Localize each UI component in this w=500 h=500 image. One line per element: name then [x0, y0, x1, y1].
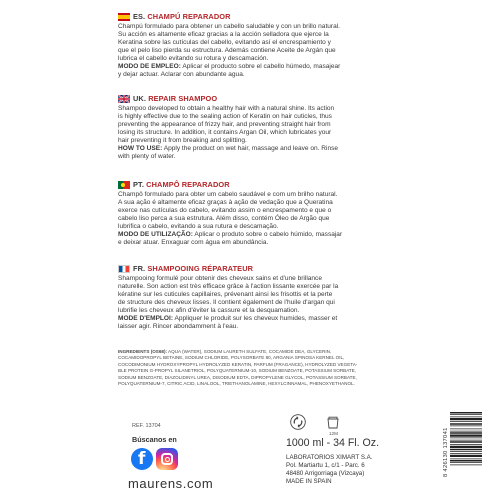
lab-name: LABORATORIOS XIMART S.A. — [286, 454, 373, 461]
description-line: Champú formulado para obtener un cabello saludable y con un brillo natural. — [118, 23, 341, 30]
description-line: losing its structure. In addition, it contains Argan Oil, which lubricates your — [118, 129, 332, 137]
section-uk-title — [133, 95, 217, 103]
language-code: FR. — [133, 263, 146, 273]
howto-line: e deixar atuar. Enxaguar com água em abundância. — [118, 239, 269, 247]
barcode-bar — [450, 462, 482, 463]
barcode-bar — [450, 435, 482, 437]
description-line: exerce nas cutículas do cabelo, evitando assim o encrespamento e que o — [118, 207, 332, 215]
description-line: Keratina sobre las cutículas del cabello, evitando así el encrespamiento y — [118, 39, 331, 47]
product-name: CHAMPÚ REPARADOR — [147, 11, 231, 21]
howto-label: MODE D'EMPLOI: — [118, 315, 174, 323]
portugal-flag-icon — [118, 181, 130, 189]
description-line: naturelle. Son action est très efficace grâce à l'action lissante exercée par la — [118, 283, 339, 291]
barcode-bar — [450, 446, 482, 448]
barcode-bar — [450, 460, 482, 462]
howto-line: y dejar actuar. Aclarar con abundante agua. — [118, 71, 245, 79]
howto-label: HOW TO USE: — [118, 145, 163, 153]
barcode-bar — [450, 423, 482, 425]
description-line: preventing the appearance of frizzy hair, and preventing straight hair from — [118, 121, 331, 129]
howto-line — [118, 315, 478, 323]
ingredients-line: SODIUM BENZOATE, DIAZOLIDINYL UREA, DISODIUM EDTA, DIPROPYLENE GLYCOL, POTASSIUM SORBATE, — [118, 374, 357, 380]
barcode-bar — [450, 418, 482, 420]
description-line: lubrifie les cheveux afin d'éviter la cassure et la desquamation. — [118, 307, 300, 315]
manufacturer-info — [286, 454, 373, 486]
barcode-bar — [450, 432, 482, 434]
instagram-icon[interactable] — [156, 448, 178, 470]
description-line: Shampooing formulé pour obtenir des cheveux sains et d'une brillance — [118, 275, 322, 282]
barcode-bar — [450, 444, 482, 445]
lab-address-2: 48480 Arrigorriaga (Vizcaya) — [286, 469, 365, 477]
ingredients-code: (OS68): — [150, 349, 168, 354]
howto-text: Apply the product on wet hair, massage and leave on. Rinse — [162, 145, 339, 153]
section-uk — [118, 94, 478, 161]
ingredients-label: INGREDIENTS — [118, 349, 150, 354]
section-es-header — [118, 12, 478, 22]
find-us-text: Búscanos en — [132, 435, 177, 444]
barcode-bar — [450, 455, 482, 457]
ingredients-line: COCODIMONIUM HYDROXYPROPYL HYDROLYZED KERATIN, PARFUM (FRAGANCE), HYDROLYZED VEGETA- — [118, 361, 358, 367]
howto-text: Appliquer le produit sur les cheveux humides, masser et — [173, 315, 338, 323]
barcode-bar — [450, 465, 482, 466]
description-line: is highly effective due to the sealing action of Keratin on hair cuticles, thus — [118, 113, 332, 121]
description-line: Su acción es altamente eficaz gracias a la acción selladora que ejerce la — [118, 31, 329, 39]
website-url[interactable]: maurens.com — [128, 476, 214, 491]
barcode-bar — [450, 429, 482, 430]
section-pt-title — [133, 181, 230, 189]
ingredients-line: COCAMIDOPROPYL BETAINE, SODIUM CHLORIDE, POLYSORBATE 80, ARGANIA SPINOSA KERNEL OIL, — [118, 355, 345, 361]
facebook-glyph: f — [138, 449, 146, 469]
ingredients-line: BLE PROTEIN G-PROPYL SILANETRIOL, POLYQUATERNIUM-10, SODIUM BENZOATE, POTASSIUM SORBATE, — [118, 368, 357, 374]
howto-text: Aplicar el producto sobre el cabello húmedo, masajear — [180, 63, 341, 71]
ingredients-list — [118, 349, 480, 387]
product-name: SHAMPOOING RÉPARATEUR — [147, 263, 254, 273]
howto-label: MODO DE EMPLEO: — [118, 63, 181, 71]
facebook-icon[interactable] — [131, 448, 153, 470]
barcode-bar — [450, 459, 482, 460]
description-line: A sua ação é altamente eficaz graças à ação de vedação que a Queratina — [118, 199, 333, 207]
barcode-bar — [450, 438, 482, 439]
section-fr-title — [133, 265, 253, 273]
howto-line — [118, 231, 478, 239]
product-name: REPAIR SHAMPOO — [148, 93, 218, 103]
barcode-bar — [450, 431, 482, 432]
barcode-bar — [450, 412, 482, 414]
pao-text: 12M — [329, 431, 338, 436]
section-es-title — [133, 13, 231, 21]
france-flag-icon — [118, 265, 130, 273]
reference-number: REF. 13704 — [132, 423, 161, 429]
barcode-bar — [450, 426, 482, 427]
barcode-bar — [450, 421, 482, 422]
howto-line — [118, 145, 478, 153]
section-pt-header — [118, 180, 478, 190]
section-pt — [118, 180, 478, 247]
section-fr — [118, 264, 478, 331]
barcode-bar — [450, 414, 482, 415]
language-code: UK. — [133, 93, 147, 103]
howto-text: Aplicar o produto sobre o cabelo húmido, massajar — [192, 231, 343, 239]
barcode-bar — [450, 449, 482, 451]
description-line: lubrifica o cabelo, evitando a sua rutura e descamação. — [118, 223, 279, 231]
description-line: hair preventing it from breaking and splitting. — [118, 137, 247, 145]
barcode-number: 8 426130 137041 — [443, 427, 449, 477]
howto-line — [118, 63, 478, 71]
barcode-bar — [450, 417, 482, 418]
description-line: lubrica el cabello evitando su rotura y descamación. — [118, 55, 269, 63]
product-name: CHAMPÔ REPARADOR — [146, 179, 230, 189]
ingredients-line: AQUA (WATER), SODIUM LAURETH SULFATE, COCAMIDE DEA, GLYCERIN, — [167, 349, 332, 354]
description-line: de structure des cheveux lisses. Il contient également de l'huile d'argan qui — [118, 299, 335, 307]
recycle-green-dot-icon — [290, 414, 306, 430]
description-line: Champô formulado para obter um cabelo saudável e com um brilho natural. — [118, 191, 338, 198]
ingredients-line: POLYQUATERNIUM-7, CITRIC ACID, LINALOOL, TRIETHANOLAMINE, HEXYLCINNAMAL, PHENOXYETHANOL. — [118, 381, 355, 387]
description-line: Shampoo developed to obtain a healthy hair with a natural shine. Its action — [118, 105, 335, 112]
made-in: MADE IN SPAIN — [286, 477, 332, 485]
section-fr-header — [118, 264, 478, 274]
volume-text: 1000 ml - 34 Fl. Oz. — [286, 437, 380, 449]
language-code: PT. — [133, 179, 144, 189]
description-line: que el pelo liso pierda su estructura. Además contiene Aceite de Argán que — [118, 47, 336, 55]
description-line: cabelo liso perca a sua estrutura. Além disso, contém Óleo de Argão que — [118, 215, 330, 223]
section-uk-header — [118, 94, 478, 104]
section-es — [118, 12, 478, 79]
howto-label: MODO DE UTILIZAÇÃO: — [118, 231, 193, 239]
howto-line: with plenty of water. — [118, 153, 176, 161]
description-line: kératine sur les cuticules capillaires, prévenant ainsi les frisottis et la perte — [118, 291, 333, 299]
barcode-bar — [450, 453, 482, 454]
uk-flag-icon — [118, 95, 130, 103]
howto-line: laisser agir. Rincer abondamment à l'eau. — [118, 323, 239, 331]
barcode-bar — [450, 441, 482, 443]
lab-address-1: Pol. Martiartu 1, c/1 - Parc. 6 — [286, 461, 365, 469]
spain-flag-icon — [118, 13, 130, 21]
barcode-icon — [450, 412, 482, 492]
barcode-bar — [450, 451, 482, 452]
pao-jar-icon — [325, 414, 341, 430]
barcode-bar — [450, 440, 482, 441]
language-code: ES. — [133, 11, 146, 21]
